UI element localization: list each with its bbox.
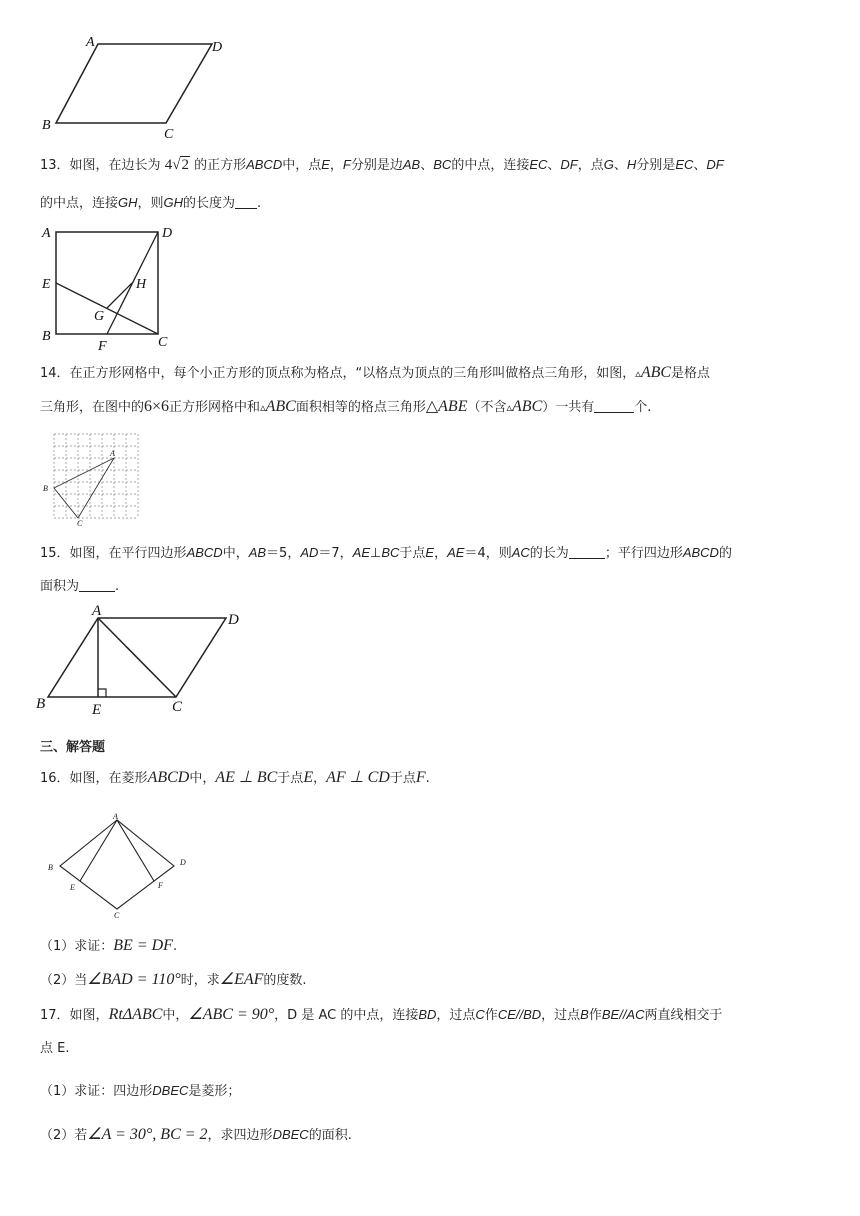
q16-part2: （2）当∠BAD = 110°时，求∠EAF的度数. — [40, 971, 307, 988]
label-c: C — [164, 127, 174, 142]
label-b: B — [42, 118, 51, 133]
label-c: C — [172, 699, 183, 715]
segment-gh — [107, 283, 132, 308]
answer-blank-ac[interactable] — [569, 544, 605, 559]
label-f: F — [158, 881, 163, 890]
label-a: A — [86, 35, 95, 50]
label-d: D — [162, 226, 173, 241]
segment-af — [117, 820, 154, 881]
q17-line1: 17．如图，RtΔABC中，∠ABC = 90°，D 是 AC 的中点，连接BD，过点C作CE//BD，过点B作BE//AC两直线相交于 — [40, 1006, 723, 1023]
answer-blank-area[interactable] — [79, 577, 115, 592]
label-e: E — [92, 702, 102, 718]
label-b: B — [48, 863, 53, 872]
q17-part1: （1）求证：四边形DBEC是菱形； — [40, 1083, 241, 1099]
q16-line1: 16．如图，在菱形ABCD中，AE ⊥ BC于点E，AF ⊥ CD于点F. — [40, 769, 430, 786]
label-b: B — [42, 329, 51, 344]
label-a: A — [113, 812, 118, 821]
label-c: C — [158, 335, 168, 350]
q15-line2: 面积为 . — [40, 579, 120, 594]
q14-figure — [40, 430, 140, 526]
q16-part1: （1）求证：BE = DF. — [40, 937, 178, 954]
q13-line1: 13．如图，在边长为 4√2 的正方形ABCD中，点E，F分别是边AB、BC的中点，连接EC、DF，点G、H分别是EC、DF — [40, 157, 724, 173]
sqrt-expression: 4√2 — [164, 157, 189, 173]
triangle-abc — [54, 458, 114, 518]
label-b: B — [43, 484, 48, 493]
label-a: A — [42, 226, 51, 241]
label-a: A — [92, 604, 102, 619]
diagonal-ac — [98, 618, 176, 697]
segment-df — [107, 232, 158, 334]
label-c: C — [114, 911, 120, 920]
label-d: D — [228, 612, 239, 628]
rhombus-abcd — [60, 820, 174, 909]
q12-figure — [38, 34, 238, 144]
q17-part2: （2）若∠A = 30°, BC = 2，求四边形DBEC的面积. — [40, 1126, 352, 1143]
label-e: E — [70, 883, 75, 892]
q16-figure — [44, 810, 194, 920]
label-e: E — [42, 277, 51, 292]
label-d: D — [212, 40, 223, 55]
label-d: D — [180, 858, 186, 867]
q13-line2: 的中点，连接GH，则GH的长度为 . — [40, 195, 262, 211]
q15-figure — [36, 604, 248, 720]
section-heading: 三、解答题 — [40, 740, 106, 755]
label-c: C — [77, 519, 83, 526]
label-a: A — [110, 449, 115, 458]
label-b: B — [36, 696, 46, 712]
right-angle-mark — [98, 689, 106, 697]
label-h: H — [136, 277, 147, 292]
segment-ae — [80, 820, 117, 881]
q17-line2: 点 E. — [40, 1041, 70, 1056]
answer-blank[interactable] — [235, 194, 257, 209]
label-g: G — [94, 309, 105, 324]
label-f: F — [98, 339, 107, 354]
q13-figure — [38, 222, 188, 354]
parallelogram-shape — [56, 44, 212, 123]
grid-lines — [54, 434, 138, 518]
q14-line1: 14．在正方形网格中，每个小正方形的顶点称为格点，“以格点为顶点的三角形叫做格点三角形，如图，▵ABC是格点 — [40, 364, 711, 381]
q15-line1: 15．如图，在平行四边形ABCD中，AB＝5，AD＝7，AE⊥BC于点E，AE＝4，则AC的长为 ；平行四边形ABCD的 — [40, 545, 732, 561]
q14-line2: 三角形，在图中的6×6正方形网格中和▵ABC面积相等的格点三角形△ABE（不含▵ABC）一共有 个. — [40, 398, 652, 415]
answer-blank[interactable] — [594, 398, 634, 413]
